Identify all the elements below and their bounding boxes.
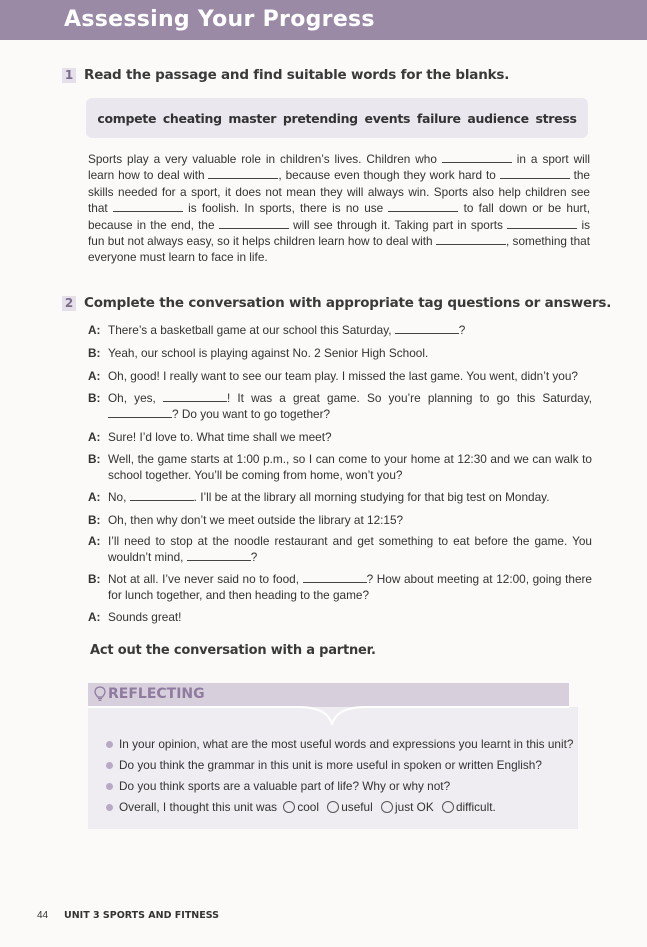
passage-text: to fall down or be hurt, because in the end, the <box>88 201 590 232</box>
blank[interactable] <box>219 219 289 229</box>
word-bank-item: audience <box>467 110 529 126</box>
conversation-line <box>88 322 592 338</box>
section-heading-text: Read the passage and find suitable words for the blanks. <box>84 67 510 83</box>
radio-circle-icon[interactable] <box>442 801 454 813</box>
act-out-instruction: Act out the conversation with a partner. <box>90 643 376 658</box>
line-text: ? <box>250 550 258 565</box>
line-text: Oh, then why don’t we meet outside the library at 12:15? <box>108 513 404 527</box>
conversation-line <box>88 571 592 604</box>
line-text: . I’ll be at the library all morning studying for that big test on Monday. <box>193 490 550 504</box>
reflecting-item-text: Do you think sports are a valuable part of life? Why or why not? <box>119 779 451 793</box>
passage-text: , because even though they work hard to <box>278 168 500 183</box>
speaker-label: B: <box>88 572 101 586</box>
bullet-icon <box>106 741 113 748</box>
blank[interactable] <box>208 169 278 179</box>
bullet-icon <box>106 783 113 790</box>
line-text: I’ll need to stop at the noodle restaurant and get something to eat before the game. You wouldn’t mind, <box>108 534 592 565</box>
word-bank-item: master <box>228 110 277 126</box>
line-text: Oh, good! I really want to see our team play. I missed the last game. You went, didn’t you? <box>108 369 578 383</box>
word-bank-item: pretending <box>282 110 358 126</box>
speaker-label: A: <box>88 323 101 337</box>
word-bank-item: cheating <box>162 110 222 126</box>
radio-circle-icon[interactable] <box>327 801 339 813</box>
reflecting-item-text: In your opinion, what are the most useful words and expressions you learnt in this unit? <box>119 737 574 751</box>
reflecting-item <box>106 800 498 814</box>
bullet-icon <box>106 762 113 769</box>
reflecting-item-text: Overall, I thought this unit was <box>119 800 278 814</box>
speaker-label: B: <box>88 452 101 466</box>
blank[interactable] <box>436 235 506 245</box>
option-label: just OK <box>395 800 434 814</box>
reflecting-item <box>106 737 573 751</box>
blank[interactable] <box>113 202 183 212</box>
line-text: No, <box>108 490 130 504</box>
line-text: ? How about meeting at 12:00, going there for lunch together, and then heading to the game? <box>108 572 592 603</box>
speaker-label: B: <box>88 346 101 360</box>
section-2-heading <box>62 295 611 311</box>
conversation-line <box>88 512 592 528</box>
conversation-line <box>88 368 592 384</box>
passage-text: is fun but not always easy, so it helps children learn how to deal with <box>88 217 590 249</box>
section-1-heading <box>62 67 509 83</box>
radio-circle-icon[interactable] <box>283 801 295 813</box>
option-difficult[interactable] <box>439 800 496 814</box>
line-text: Sure! I’d love to. What time shall we meet? <box>108 430 332 444</box>
passage-text: in a sport will learn how to deal with <box>88 152 590 183</box>
reflecting-title <box>94 686 205 702</box>
line-text: ? <box>458 323 466 337</box>
word-bank <box>86 98 588 138</box>
conversation-line <box>88 451 592 484</box>
word-bank-item: compete <box>97 110 157 126</box>
blank[interactable] <box>130 491 194 501</box>
conversation-line <box>88 489 592 505</box>
passage-text: Sports play a very valuable role in children’s lives. Children who <box>88 152 442 166</box>
word-bank-item: failure <box>416 110 461 126</box>
blank[interactable] <box>108 408 172 418</box>
line-text: Yeah, our school is playing against No. 2 Senior High School. <box>108 346 429 360</box>
speaker-label: A: <box>88 430 101 444</box>
blank[interactable] <box>303 573 367 583</box>
conversation-line <box>88 609 592 625</box>
unit-label: UNIT 3 SPORTS AND FITNESS <box>64 910 220 921</box>
blank[interactable] <box>500 169 570 179</box>
conversation-line <box>88 429 592 445</box>
line-text: Oh, yes, <box>108 391 163 405</box>
speaker-label: A: <box>88 534 101 548</box>
word-bank-item: events <box>364 110 411 126</box>
option-cool[interactable] <box>280 800 319 814</box>
passage <box>88 151 590 266</box>
blank[interactable] <box>163 392 227 402</box>
speaker-label: A: <box>88 490 101 504</box>
reflecting-title-text: REFLECTING <box>108 686 205 702</box>
page-number: 44 <box>37 910 49 921</box>
blank[interactable] <box>395 324 459 334</box>
line-text: Not at all. I’ve never said no to food, <box>108 572 303 586</box>
section-number: 1 <box>62 68 76 83</box>
conversation-line <box>88 390 592 423</box>
option-label: useful <box>341 800 373 814</box>
reflecting-item <box>106 758 542 772</box>
bullet-icon <box>106 804 113 811</box>
passage-text: the skills needed for a sport, it does not mean they will always win. Sports also help children see that <box>88 168 590 216</box>
speaker-label: A: <box>88 610 101 624</box>
line-text: There’s a basketball game at our school this Saturday, <box>108 323 395 337</box>
section-heading-text: Complete the conversation with appropriate tag questions or answers. <box>84 295 612 311</box>
line-text: Well, the game starts at 1:00 p.m., so I can come to your home at 12:30 and we can walk to school together. You’ll be coming from home, won’t you? <box>108 452 592 483</box>
option-just-ok[interactable] <box>378 800 434 814</box>
line-text: ! It was a great game. So you’re planning to go this Saturday, <box>226 391 592 405</box>
line-text: Sounds great! <box>108 610 182 624</box>
conversation-line <box>88 533 592 566</box>
passage-text: is foolish. In sports, there is no use <box>182 201 389 216</box>
lightbulb-icon <box>94 686 106 702</box>
speaker-label: B: <box>88 513 101 527</box>
option-label: difficult. <box>455 800 496 814</box>
passage-text: will see through it. Taking part in sports <box>288 217 508 232</box>
blank[interactable] <box>507 219 577 229</box>
blank[interactable] <box>187 551 251 561</box>
option-useful[interactable] <box>324 800 372 814</box>
speaker-label: B: <box>88 391 101 405</box>
option-label: cool <box>297 800 319 814</box>
section-number: 2 <box>62 296 76 311</box>
header-bar <box>0 0 647 40</box>
reflecting-item-text: Do you think the grammar in this unit is more useful in spoken or written English? <box>119 758 542 772</box>
page-title: Assessing Your Progress <box>64 7 375 32</box>
passage-text: , something that everyone must learn to face in life. <box>88 234 590 265</box>
radio-circle-icon[interactable] <box>381 801 393 813</box>
speaker-label: A: <box>88 369 101 383</box>
blank[interactable] <box>442 153 512 163</box>
conversation-line <box>88 345 592 361</box>
reflecting-item <box>106 779 450 793</box>
word-bank-item: stress <box>535 110 577 126</box>
blank[interactable] <box>388 202 458 212</box>
line-text: ? Do you want to go together? <box>172 407 331 422</box>
